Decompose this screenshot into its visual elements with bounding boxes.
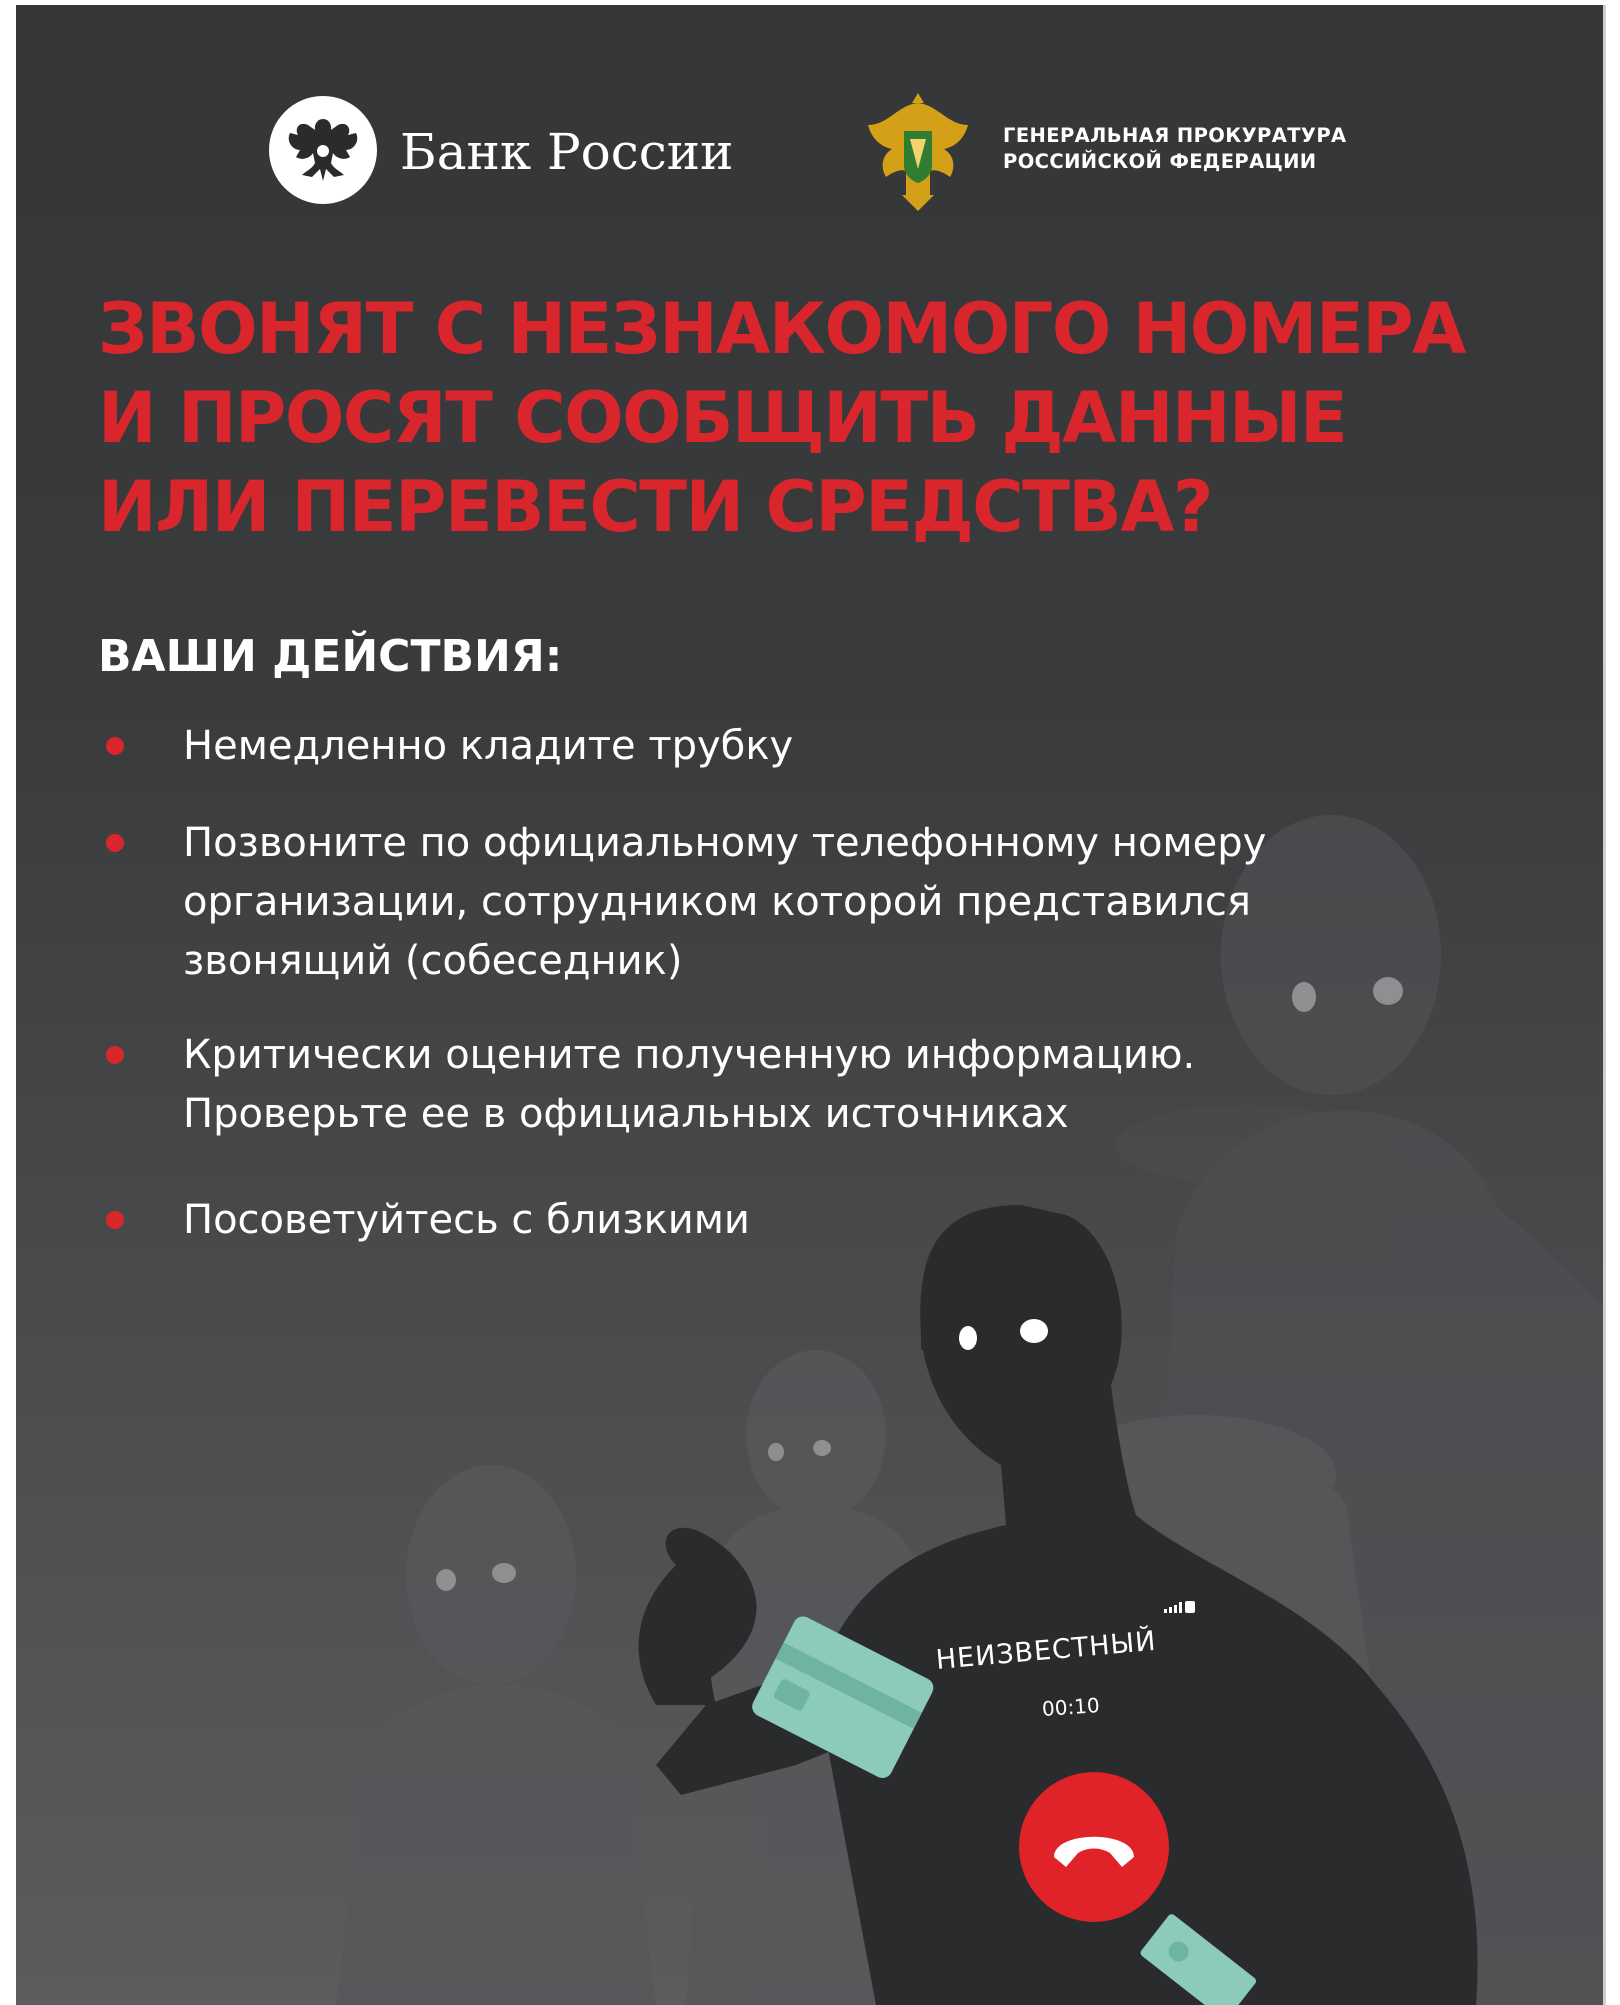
action-text: организации, сотрудником которой представился <box>183 879 1251 925</box>
page-edge <box>1603 5 1606 2005</box>
action-text: Немедленно кладите трубку <box>183 723 794 769</box>
headline-line-3: ИЛИ ПЕРЕВЕСТИ СРЕДСТВА? <box>98 466 1213 548</box>
action-text: Посоветуйтесь с близкими <box>183 1197 750 1243</box>
call-timer: 00:10 <box>1041 1693 1101 1721</box>
headline-line-2: И ПРОСЯТ СООБЩИТЬ ДАННЫЕ <box>98 377 1347 459</box>
prosecutor-name-line-1: ГЕНЕРАЛЬНАЯ ПРОКУРАТУРА <box>1003 124 1347 147</box>
double-headed-eagle-icon <box>268 95 378 205</box>
bullet-icon <box>106 737 124 755</box>
bullet-icon <box>106 1211 124 1229</box>
actions-title: ВАШИ ДЕЙСТВИЯ: <box>98 631 563 682</box>
hang-up-button[interactable] <box>1019 1772 1169 1922</box>
prosecutor-office-name <box>1003 123 1423 175</box>
bullet-icon <box>106 834 124 852</box>
headline <box>98 285 1548 552</box>
prosecutor-name-line-2: РОССИЙСКОЙ ФЕДЕРАЦИИ <box>1003 150 1317 173</box>
caller-name: НЕИЗВЕСТНЫЙ <box>934 1625 1158 1676</box>
bank-name: Банк России <box>400 123 734 181</box>
action-text: Критически оцените полученную информацию. <box>183 1032 1196 1078</box>
headline-line-1: ЗВОНЯТ С НЕЗНАКОМОГО НОМЕРА <box>98 288 1465 370</box>
action-text: звонящий (собеседник) <box>183 938 683 984</box>
action-text: Позвоните по официальному телефонному номеру <box>183 820 1267 866</box>
action-text: Проверьте ее в официальных источниках <box>183 1091 1069 1137</box>
poster <box>16 5 1603 2005</box>
prosecutor-emblem-icon <box>858 85 978 215</box>
bullet-icon <box>106 1046 124 1064</box>
